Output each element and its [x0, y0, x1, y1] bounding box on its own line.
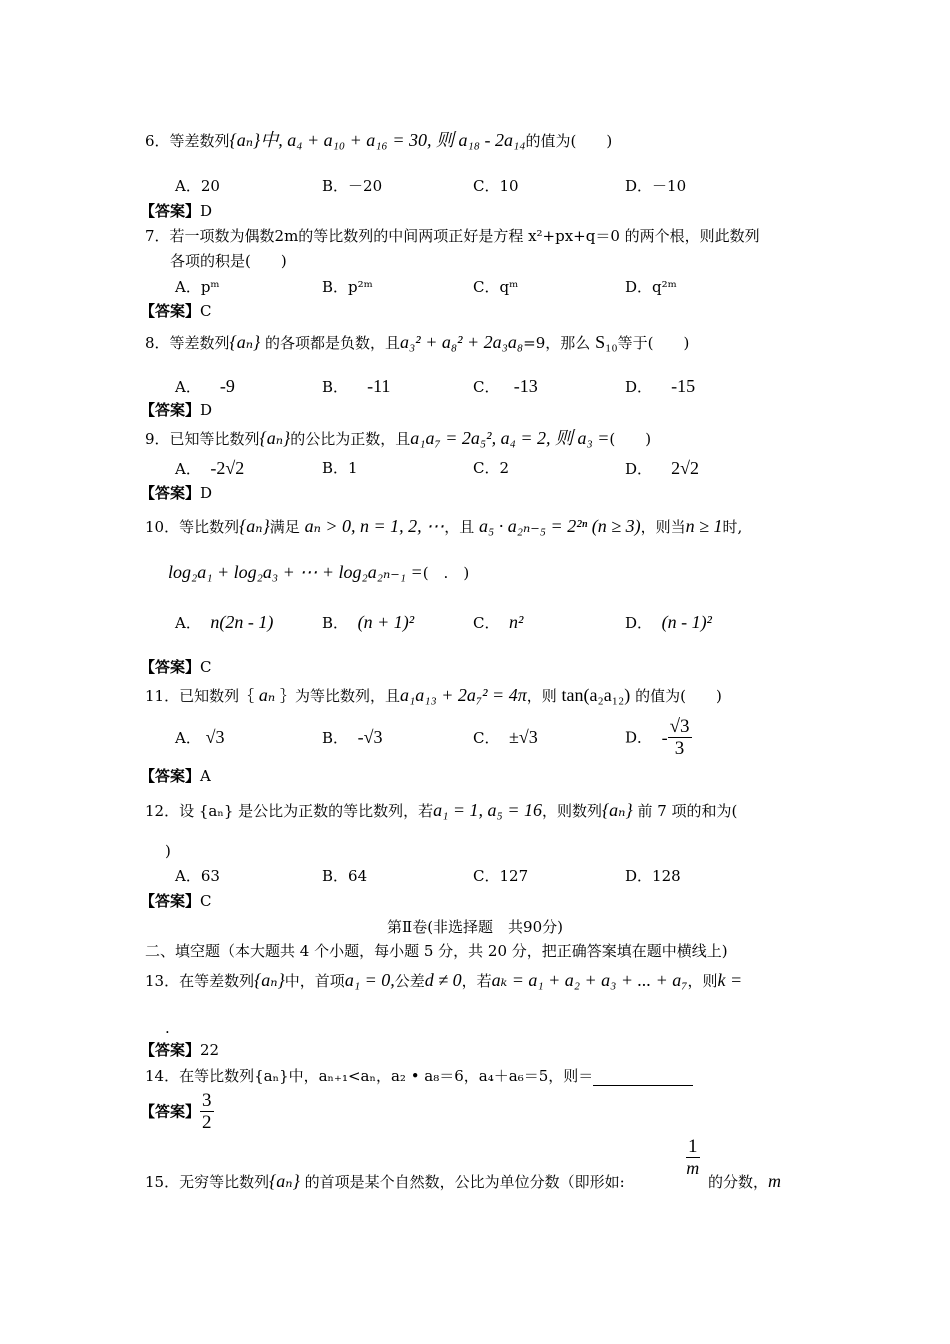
- q9-option-d: D． 2√2: [625, 458, 699, 478]
- q12-option-d: D．128: [625, 867, 681, 885]
- q7-stem-line2: 各项的积是( ): [170, 252, 287, 270]
- q9-option-b: B．1: [322, 459, 358, 477]
- q14-answer: 【答案】 $\frac{3}{2}$: [140, 1090, 212, 1133]
- q7-stem-line1: 7．若一项数为偶数2m的等比数列的中间两项正好是方程 x²+px+q＝0 的两个根，则此数列: [145, 227, 760, 245]
- q10-option-b: B． (n + 1)²: [322, 612, 415, 632]
- q14-stem: 14．在等比数列{aₙ}中，aₙ₊₁<aₙ，a₂ • a₈＝6，a₄＋a₆＝5，则＝: [145, 1066, 693, 1086]
- q7-answer: 【答案】C: [140, 302, 212, 320]
- q12-stem-line2: ): [165, 842, 171, 860]
- q8-stem: 8．等差数列{aₙ} 的各项都是负数，且a₃² + a₈² + 2a₃a₈=9，那么 S₁₀等于( ): [145, 332, 690, 352]
- q10-option-a: A． n(2n - 1): [175, 612, 274, 632]
- q14-answer-blank: [593, 1071, 693, 1086]
- q6-expr: {aₙ}中, a₄ + a₁₀ + a₁₆ = 30, 则 a₁₈ - 2a₁₄: [229, 130, 526, 150]
- q15-stem: 15．无穷等比数列{aₙ} 的首项是某个自然数，公比为单位分数（即形如:: [145, 1171, 625, 1191]
- q12-option-b: B．64: [322, 867, 368, 885]
- section-heading: 二、填空题（本大题共 4 个小题，每小题 5 分，共 20 分，把正确答案填在题中横线上): [145, 942, 728, 960]
- q13-stem-line2: .: [165, 1019, 170, 1037]
- q9-option-c: C．2: [473, 459, 510, 477]
- q8-answer: 【答案】D: [140, 401, 213, 419]
- q11-stem: 11．已知数列｛ aₙ ｝为等比数列，且a₁a₁₃ + 2a₇² = 4π，则 tan(a₂a₁₂) 的值为( ): [145, 685, 722, 705]
- q8-option-b: B． -11: [322, 376, 391, 396]
- q9-stem: 9．已知等比数列{aₙ}的公比为正数，且a₁a₇ = 2a₅², a₄ = 2, 则 a₃ =( ): [145, 428, 652, 448]
- section-title: 第Ⅱ卷(非选择题 共90分): [387, 918, 563, 936]
- q10-answer: 【答案】C: [140, 658, 212, 676]
- q12-option-a: A．63: [175, 867, 220, 885]
- q12-stem-line1: 12．设 {aₙ} 是公比为正数的等比数列，若a₁ = 1, a₅ = 16，则数列{aₙ} 前 7 项的和为(: [145, 800, 738, 820]
- q9-seq: {aₙ}: [259, 428, 291, 448]
- q10-stem-line1: 10．等比数列{aₙ}满足 aₙ > 0, n = 1, 2, ⋯，且 a₅ · a₂ₙ₋₅ = 2²ⁿ (n ≥ 3)，则当n ≥ 1时,: [145, 516, 743, 536]
- q10-option-c: C． n²: [473, 612, 524, 632]
- q6-option-a: A．20: [175, 177, 220, 195]
- q10-stem-line2: log₂a₁ + log₂a₃ + ⋯ + log₂a₂ₙ₋₁ =( . ): [168, 562, 470, 582]
- q11-answer: 【答案】A: [140, 767, 211, 785]
- q11-option-c: C． ±√3: [473, 727, 538, 747]
- q15-stem-tail: 的分数，m: [708, 1171, 782, 1191]
- q11-option-b: B． -√3: [322, 727, 383, 747]
- q8-option-a: A． -9: [175, 376, 235, 396]
- q8-expr: a₃² + a₈² + 2a₃a₈: [400, 332, 524, 352]
- q13-stem-line1: 13．在等差数列{aₙ}中，首项a₁ = 0,公差d ≠ 0，若aₖ = a₁ + a₂ + a₃ + ... + a₇，则k =: [145, 970, 743, 990]
- q15-fraction: $\frac{1}{m}$: [686, 1136, 700, 1178]
- q6-stem: 6．等差数列{aₙ}中, a₄ + a₁₀ + a₁₆ = 30, 则 a₁₈ - 2a₁₄的值为( ): [145, 130, 613, 150]
- q7-option-a: A．pᵐ: [175, 278, 220, 296]
- q10-option-d: D． (n - 1)²: [625, 612, 712, 632]
- q6-option-d: D．－10: [625, 177, 687, 195]
- q12-option-c: C．127: [473, 867, 529, 885]
- q6-option-b: B．－20: [322, 177, 383, 195]
- q8-option-c: C． -13: [473, 376, 538, 396]
- q8-s10: S₁₀: [595, 332, 618, 352]
- q7-option-d: D．q²ᵐ: [625, 278, 677, 296]
- q9-answer: 【答案】D: [140, 484, 213, 502]
- q9-expr: a₁a₇ = 2a₅², a₄ = 2, 则 a₃ =: [410, 428, 610, 448]
- q7-option-b: B．p²ᵐ: [322, 278, 373, 296]
- q11-option-d: D． - $\frac{√3}{3}$: [625, 716, 690, 759]
- q6-option-c: C．10: [473, 177, 519, 195]
- q11-option-a: A． √3: [175, 727, 225, 747]
- q8-seq: {aₙ}: [229, 332, 261, 352]
- q8-option-d: D． -15: [625, 376, 696, 396]
- q7-option-c: C．qᵐ: [473, 278, 519, 296]
- q12-answer: 【答案】C: [140, 892, 212, 910]
- q9-option-a: A． -2√2: [175, 458, 245, 478]
- q13-answer: 【答案】22: [140, 1041, 220, 1059]
- q6-answer: 【答案】D: [140, 202, 213, 220]
